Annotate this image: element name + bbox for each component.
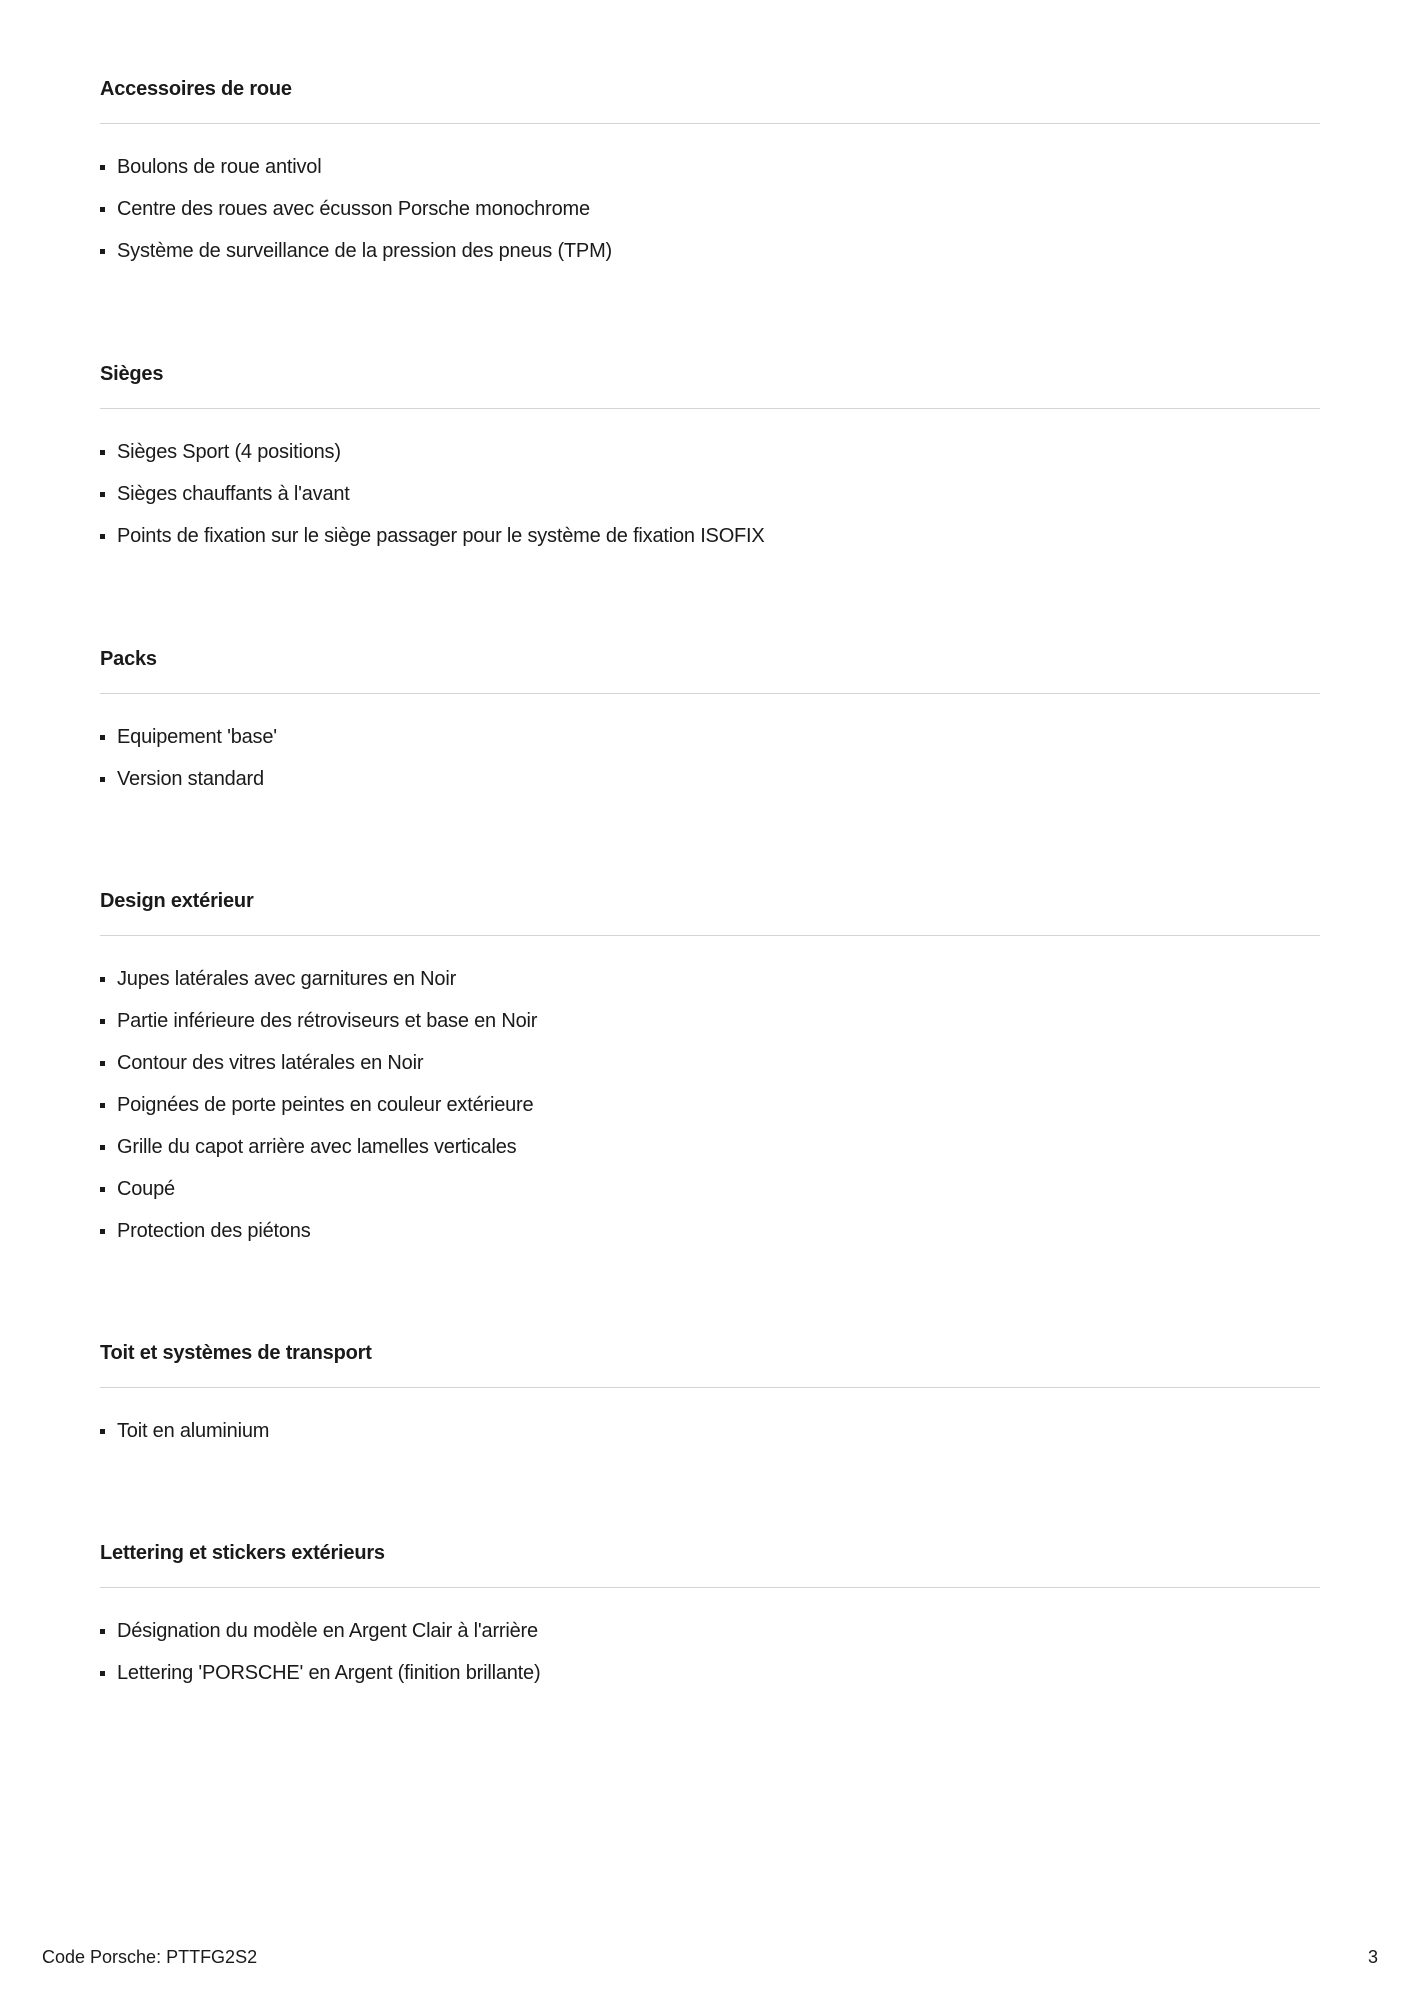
section-design-exterieur bbox=[100, 882, 1320, 1252]
bullet-icon bbox=[100, 977, 105, 982]
list-item bbox=[100, 431, 1320, 473]
list-item-text: Sièges chauffants à l'avant bbox=[117, 483, 350, 505]
bullet-icon bbox=[100, 1103, 105, 1108]
section-toit-et-systemes-de-transport bbox=[100, 1334, 1320, 1452]
section-divider bbox=[100, 408, 1320, 409]
list-item-text: Système de surveillance de la pression des pneus (TPM) bbox=[117, 240, 612, 262]
list-item-text: Contour des vitres latérales en Noir bbox=[117, 1052, 424, 1074]
item-list bbox=[100, 716, 1320, 800]
list-item-text: Poignées de porte peintes en couleur extérieure bbox=[117, 1094, 534, 1116]
item-list bbox=[100, 431, 1320, 557]
list-item-text: Centre des roues avec écusson Porsche monochrome bbox=[117, 198, 590, 220]
list-item-text: Partie inférieure des rétroviseurs et base en Noir bbox=[117, 1010, 538, 1032]
list-item-text: Lettering 'PORSCHE' en Argent (finition brillante) bbox=[117, 1662, 541, 1684]
bullet-icon bbox=[100, 1187, 105, 1192]
section-title: Toit et systèmes de transport bbox=[100, 1342, 372, 1364]
section-title: Packs bbox=[100, 648, 157, 670]
bullet-icon bbox=[100, 1145, 105, 1150]
list-item bbox=[100, 473, 1320, 515]
list-item bbox=[100, 1652, 1320, 1694]
list-item-text: Equipement 'base' bbox=[117, 726, 277, 748]
item-list bbox=[100, 958, 1320, 1252]
item-list bbox=[100, 1610, 1320, 1694]
list-item-text: Sièges Sport (4 positions) bbox=[117, 441, 341, 463]
list-item-text: Version standard bbox=[117, 768, 264, 790]
section-title: Design extérieur bbox=[100, 890, 254, 912]
list-item-text: Toit en aluminium bbox=[117, 1420, 270, 1442]
bullet-icon bbox=[100, 1429, 105, 1434]
list-item bbox=[100, 1210, 1320, 1252]
footer-porsche-code: Code Porsche: PTTFG2S2 bbox=[42, 1947, 258, 1967]
section-packs bbox=[100, 640, 1320, 800]
list-item-text: Désignation du modèle en Argent Clair à l'arrière bbox=[117, 1620, 538, 1642]
section-divider bbox=[100, 693, 1320, 694]
list-item bbox=[100, 146, 1320, 188]
bullet-icon bbox=[100, 450, 105, 455]
bullet-icon bbox=[100, 1671, 105, 1676]
list-item-text: Jupes latérales avec garnitures en Noir bbox=[117, 968, 457, 990]
section-title: Sièges bbox=[100, 363, 164, 385]
list-item bbox=[100, 758, 1320, 800]
bullet-icon bbox=[100, 1061, 105, 1066]
section-title: Accessoires de roue bbox=[100, 78, 292, 100]
list-item bbox=[100, 1610, 1320, 1652]
bullet-icon bbox=[100, 492, 105, 497]
section-title: Lettering et stickers extérieurs bbox=[100, 1542, 385, 1564]
item-list bbox=[100, 1410, 1320, 1452]
item-list bbox=[100, 146, 1320, 272]
section-lettering-et-stickers-exterieurs bbox=[100, 1534, 1320, 1694]
bullet-icon bbox=[100, 534, 105, 539]
list-item-text: Protection des piétons bbox=[117, 1220, 311, 1242]
bullet-icon bbox=[100, 1629, 105, 1634]
list-item bbox=[100, 1126, 1320, 1168]
bullet-icon bbox=[100, 207, 105, 212]
section-divider bbox=[100, 935, 1320, 936]
list-item bbox=[100, 1000, 1320, 1042]
bullet-icon bbox=[100, 777, 105, 782]
list-item bbox=[100, 515, 1320, 557]
section-divider bbox=[100, 1587, 1320, 1588]
list-item bbox=[100, 1042, 1320, 1084]
section-divider bbox=[100, 1387, 1320, 1388]
section-divider bbox=[100, 123, 1320, 124]
list-item-text: Points de fixation sur le siège passager pour le système de fixation ISOFIX bbox=[117, 525, 765, 547]
bullet-icon bbox=[100, 249, 105, 254]
list-item bbox=[100, 1084, 1320, 1126]
list-item-text: Grille du capot arrière avec lamelles verticales bbox=[117, 1136, 517, 1158]
section-accessoires-de-roue bbox=[100, 70, 1320, 272]
bullet-icon bbox=[100, 165, 105, 170]
list-item bbox=[100, 1168, 1320, 1210]
list-item bbox=[100, 188, 1320, 230]
bullet-icon bbox=[100, 1229, 105, 1234]
bullet-icon bbox=[100, 1019, 105, 1024]
bullet-icon bbox=[100, 735, 105, 740]
section-sieges bbox=[100, 355, 1320, 557]
list-item bbox=[100, 230, 1320, 272]
list-item-text: Coupé bbox=[117, 1178, 175, 1200]
list-item bbox=[100, 716, 1320, 758]
list-item-text: Boulons de roue antivol bbox=[117, 156, 322, 178]
list-item bbox=[100, 958, 1320, 1000]
page-number: 3 bbox=[1367, 1947, 1378, 1967]
list-item bbox=[100, 1410, 1320, 1452]
